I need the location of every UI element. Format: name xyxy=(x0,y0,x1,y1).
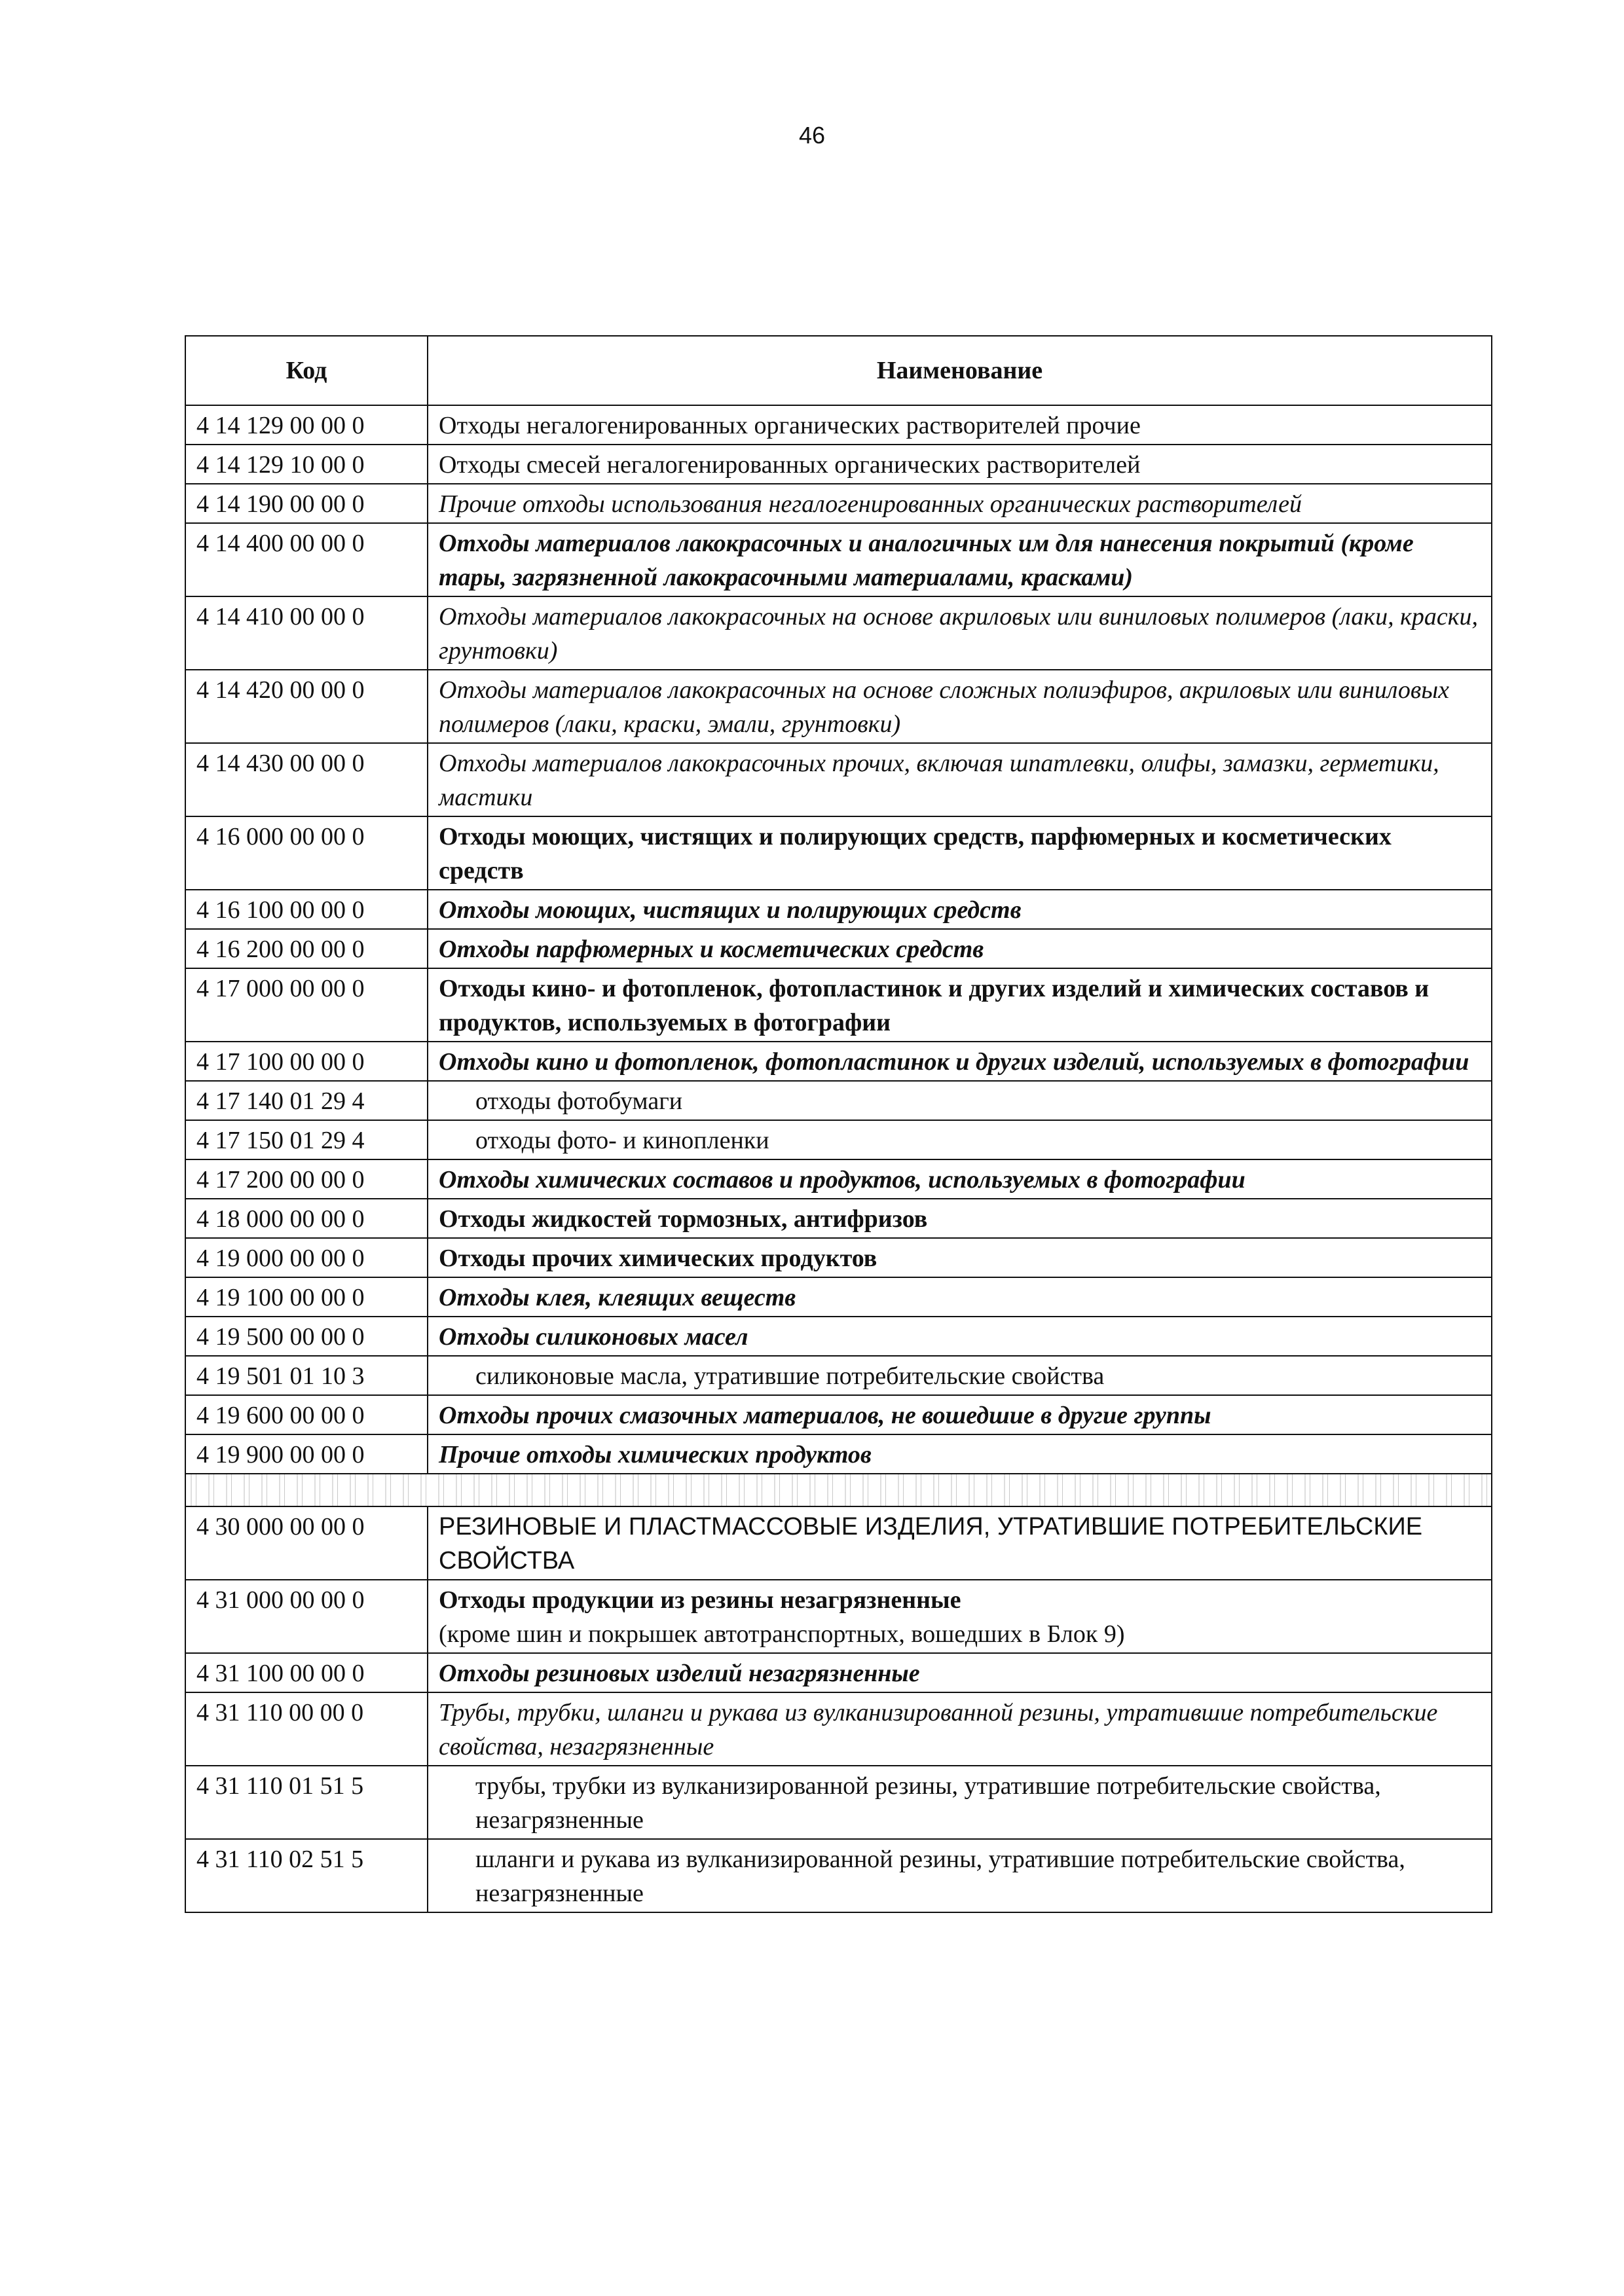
row-name: Отходы прочих химических продуктов xyxy=(428,1238,1492,1277)
row-code: 4 14 430 00 00 0 xyxy=(185,743,428,816)
row-code: 4 14 410 00 00 0 xyxy=(185,596,428,670)
row-name: Отходы кино- и фотопленок, фотопластинок и других изделий и химических составов и продуктов, используемых в фотографии xyxy=(428,968,1492,1042)
row-code: 4 18 000 00 00 0 xyxy=(185,1199,428,1238)
row-name-title: Отходы продукции из резины незагрязненные xyxy=(439,1586,961,1614)
table-row xyxy=(185,1120,1492,1159)
row-name: шланги и рукава из вулканизированной резины, утратившие потребительские свойства, незагрязненные xyxy=(428,1839,1492,1912)
waste-classification-table xyxy=(185,335,1492,1913)
row-name: Отходы химических составов и продуктов, используемых в фотографии xyxy=(428,1159,1492,1199)
row-name: Отходы клея, клеящих веществ xyxy=(428,1277,1492,1317)
table-row xyxy=(185,670,1492,743)
row-name: трубы, трубки из вулканизированной резины, утратившие потребительские свойства, незагрязненные xyxy=(428,1766,1492,1839)
row-code: 4 31 110 01 51 5 xyxy=(185,1766,428,1839)
row-name xyxy=(428,1580,1492,1653)
row-name: Отходы негалогенированных органических растворителей прочие xyxy=(428,405,1492,445)
row-name: Отходы парфюмерных и косметических средств xyxy=(428,929,1492,968)
row-name: Прочие отходы использования негалогенированных органических растворителей xyxy=(428,484,1492,523)
table-row xyxy=(185,596,1492,670)
row-name: Отходы материалов лакокрасочных прочих, включая шпатлевки, олифы, замазки, герметики, мастики xyxy=(428,743,1492,816)
table-row xyxy=(185,743,1492,816)
table-row xyxy=(185,445,1492,484)
table-row xyxy=(185,1766,1492,1839)
table-row xyxy=(185,1042,1492,1081)
scan-artifact-row xyxy=(185,1474,1492,1506)
row-name: Трубы, трубки, шланги и рукава из вулканизированной резины, утратившие потребительские свойства, незагрязненные xyxy=(428,1692,1492,1766)
column-header-code: Код xyxy=(185,336,428,405)
row-name: Отходы силиконовых масел xyxy=(428,1317,1492,1356)
row-code: 4 19 900 00 00 0 xyxy=(185,1434,428,1474)
page-number: 46 xyxy=(798,122,826,149)
table-row xyxy=(185,968,1492,1042)
table-row xyxy=(185,484,1492,523)
row-code: 4 14 400 00 00 0 xyxy=(185,523,428,596)
row-code: 4 17 150 01 29 4 xyxy=(185,1120,428,1159)
row-code: 4 17 140 01 29 4 xyxy=(185,1081,428,1120)
row-code: 4 16 200 00 00 0 xyxy=(185,929,428,968)
column-header-name: Наименование xyxy=(428,336,1492,405)
row-name: отходы фото- и кинопленки xyxy=(428,1120,1492,1159)
row-name: Отходы материалов лакокрасочных и аналогичных им для нанесения покрытий (кроме тары, загрязненной лакокрасочными материалами, красками) xyxy=(428,523,1492,596)
row-name: Отходы резиновых изделий незагрязненные xyxy=(428,1653,1492,1692)
table-row xyxy=(185,1081,1492,1120)
table-row xyxy=(185,1580,1492,1653)
row-name: Прочие отходы химических продуктов xyxy=(428,1434,1492,1474)
row-code: 4 19 501 01 10 3 xyxy=(185,1356,428,1395)
table-row xyxy=(185,1199,1492,1238)
table-row xyxy=(185,816,1492,890)
row-name: Отходы смесей негалогенированных органических растворителей xyxy=(428,445,1492,484)
row-code: 4 14 129 00 00 0 xyxy=(185,405,428,445)
table-row xyxy=(185,523,1492,596)
row-name: Отходы моющих, чистящих и полирующих средств xyxy=(428,890,1492,929)
table-row xyxy=(185,890,1492,929)
row-name: Отходы кино и фотопленок, фотопластинок и других изделий, используемых в фотографии xyxy=(428,1042,1492,1081)
table-row xyxy=(185,1395,1492,1434)
row-code: 4 16 000 00 00 0 xyxy=(185,816,428,890)
row-name: Отходы жидкостей тормозных, антифризов xyxy=(428,1199,1492,1238)
row-code: 4 19 100 00 00 0 xyxy=(185,1277,428,1317)
row-name: Отходы прочих смазочных материалов, не вошедшие в другие группы xyxy=(428,1395,1492,1434)
row-name: отходы фотобумаги xyxy=(428,1081,1492,1120)
row-code: 4 19 000 00 00 0 xyxy=(185,1238,428,1277)
row-name: силиконовые масла, утратившие потребительские свойства xyxy=(428,1356,1492,1395)
row-code: 4 14 190 00 00 0 xyxy=(185,484,428,523)
table-row xyxy=(185,1839,1492,1912)
table-row xyxy=(185,1159,1492,1199)
row-name: РЕЗИНОВЫЕ И ПЛАСТМАССОВЫЕ ИЗДЕЛИЯ, УТРАТИВШИЕ ПОТРЕБИТЕЛЬСКИЕ СВОЙСТВА xyxy=(428,1506,1492,1580)
row-code: 4 19 600 00 00 0 xyxy=(185,1395,428,1434)
scan-artifact xyxy=(185,1474,1492,1506)
row-code: 4 19 500 00 00 0 xyxy=(185,1317,428,1356)
row-code: 4 14 129 10 00 0 xyxy=(185,445,428,484)
row-name: Отходы материалов лакокрасочных на основе сложных полиэфиров, акриловых или виниловых полимеров (лаки, краски, эмали, грунтовки) xyxy=(428,670,1492,743)
row-code: 4 17 000 00 00 0 xyxy=(185,968,428,1042)
table-row xyxy=(185,929,1492,968)
row-code: 4 16 100 00 00 0 xyxy=(185,890,428,929)
row-code: 4 30 000 00 00 0 xyxy=(185,1506,428,1580)
row-code: 4 31 000 00 00 0 xyxy=(185,1580,428,1653)
row-name: Отходы материалов лакокрасочных на основе акриловых или виниловых полимеров (лаки, краски, грунтовки) xyxy=(428,596,1492,670)
row-code: 4 17 200 00 00 0 xyxy=(185,1159,428,1199)
table-row xyxy=(185,1434,1492,1474)
row-code: 4 31 110 00 00 0 xyxy=(185,1692,428,1766)
table-header-row xyxy=(185,336,1492,405)
row-code: 4 14 420 00 00 0 xyxy=(185,670,428,743)
table-row xyxy=(185,405,1492,445)
table-row xyxy=(185,1692,1492,1766)
table-row xyxy=(185,1317,1492,1356)
table-row xyxy=(185,1277,1492,1317)
row-name-note: (кроме шин и покрышек автотранспортных, вошедших в Блок 9) xyxy=(439,1620,1125,1648)
row-code: 4 17 100 00 00 0 xyxy=(185,1042,428,1081)
row-name: Отходы моющих, чистящих и полирующих средств, парфюмерных и косметических средств xyxy=(428,816,1492,890)
row-code: 4 31 110 02 51 5 xyxy=(185,1839,428,1912)
row-code: 4 31 100 00 00 0 xyxy=(185,1653,428,1692)
table-row xyxy=(185,1506,1492,1580)
table-row xyxy=(185,1238,1492,1277)
table-row xyxy=(185,1356,1492,1395)
table-row xyxy=(185,1653,1492,1692)
